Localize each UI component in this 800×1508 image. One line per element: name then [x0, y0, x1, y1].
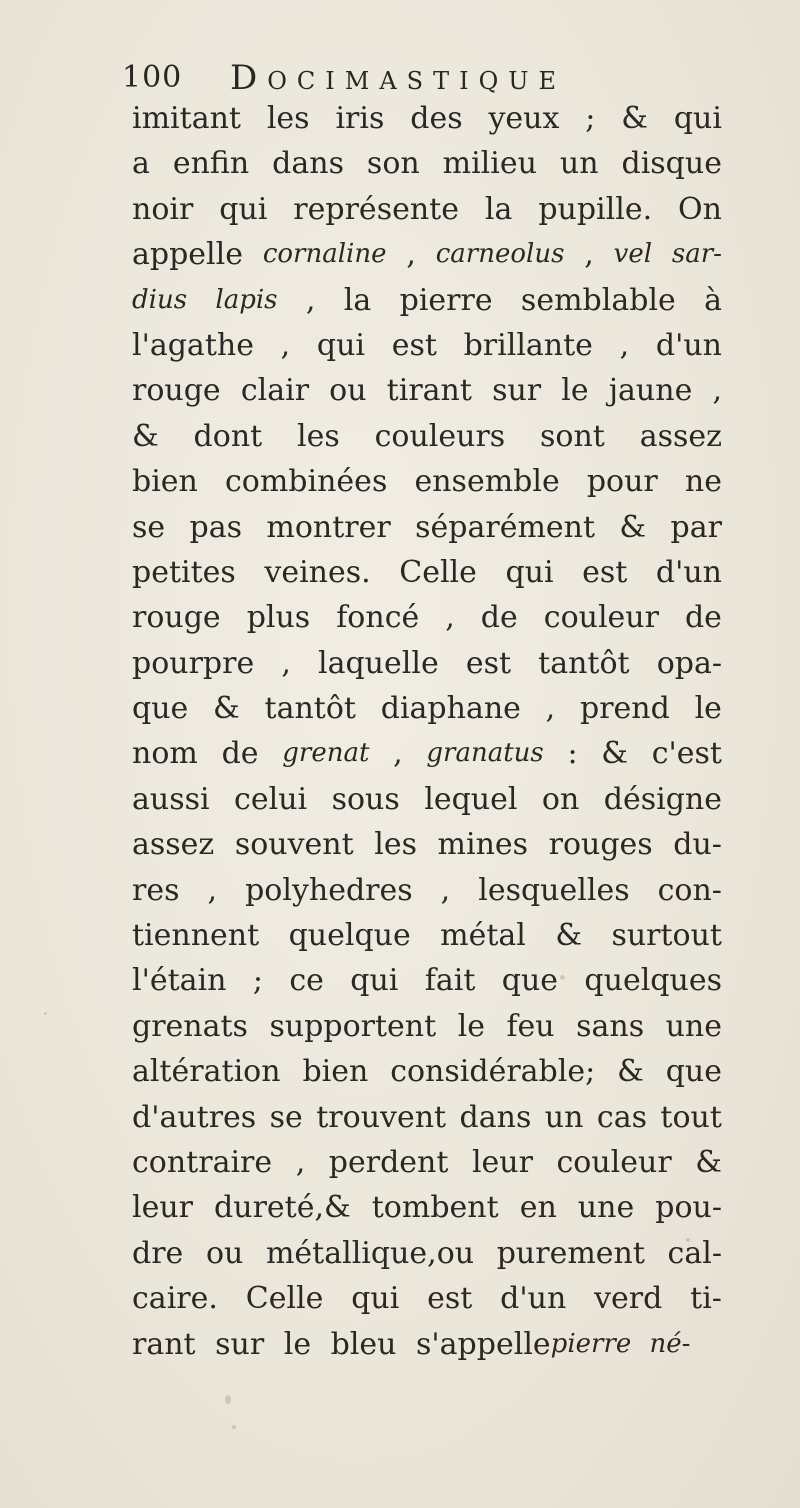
text-segment-word: l'agathe	[132, 327, 254, 363]
text-line	[132, 777, 722, 822]
text-segment-word: sous	[331, 781, 400, 817]
text-segment-word: enfin	[172, 146, 250, 182]
text-segment-word: &	[601, 736, 629, 772]
text-line	[132, 1004, 722, 1049]
text-segment-word: qui	[316, 327, 365, 363]
text-segment-word: dre	[132, 1235, 184, 1271]
text-segment-word: dans	[459, 1099, 532, 1135]
text-segment-word: ou	[329, 373, 367, 409]
text-segment-word: quelques	[584, 963, 722, 999]
text-segment-word: bien	[302, 1054, 369, 1090]
text-segment-word: est	[465, 645, 512, 681]
text-segment-word: yeux	[488, 101, 560, 136]
text-segment-word: tantôt	[538, 645, 630, 681]
paper-speck	[44, 1012, 47, 1015]
text-segment-word: les	[266, 101, 310, 136]
body-text	[132, 96, 722, 1367]
text-segment-word: pupille.	[538, 191, 653, 227]
text-segment-word: que	[665, 1054, 722, 1090]
text-segment-word: souvent	[234, 827, 354, 863]
text-line	[132, 822, 722, 867]
text-segment-word: &	[555, 918, 583, 954]
text-segment-word: ,	[207, 872, 218, 908]
text-line	[132, 913, 722, 958]
text-segment-word: surtout	[611, 918, 722, 954]
text-segment-word: ,	[619, 327, 630, 363]
text-segment-word: qui	[673, 101, 722, 136]
text-segment-word: pourpre	[132, 645, 255, 681]
text-segment-word: de	[480, 600, 518, 636]
text-line	[132, 1095, 722, 1140]
text-segment-word: Celle	[399, 554, 477, 590]
text-segment-word: dont	[193, 418, 263, 454]
text-segment-word: d'un	[655, 554, 722, 590]
text-segment-word: montrer	[266, 509, 391, 545]
text-segment-word: séparément	[415, 509, 596, 545]
text-segment-word: ;	[585, 101, 596, 136]
text-segment-word: ,	[712, 373, 722, 409]
text-line	[132, 1049, 722, 1094]
text-segment-word: aussi	[132, 781, 210, 817]
text-segment-word: plus	[246, 600, 311, 636]
text-segment-word: le	[561, 373, 589, 409]
text-segment-word: prend	[579, 691, 670, 727]
text-segment-word: du-	[673, 827, 722, 863]
text-segment-word: petites	[132, 554, 236, 590]
text-segment-word: tiennent	[132, 918, 260, 954]
text-segment-word: supportent	[269, 1008, 437, 1044]
italic-term: granatus	[426, 738, 544, 769]
text-segment-word: cal-	[667, 1235, 722, 1271]
text-segment-word: verd	[594, 1281, 663, 1317]
text-segment-word: ensemble	[414, 464, 560, 500]
text-segment-word: ,	[440, 872, 451, 908]
text-segment-word: ,	[445, 600, 455, 636]
text-segment-word: &	[617, 1054, 644, 1090]
text-segment: appelle	[132, 237, 243, 273]
text-segment: ,	[406, 237, 416, 273]
text-line	[132, 96, 722, 141]
text-segment-word: ou	[205, 1235, 244, 1271]
text-segment-word: trouvent	[316, 1099, 447, 1135]
text-segment-word: foncé	[336, 600, 420, 636]
italic-term: cornaline	[262, 239, 387, 270]
text-segment-word: Celle	[245, 1281, 324, 1317]
text-segment-word: leur	[132, 1190, 194, 1226]
text-segment-word: de	[221, 736, 259, 772]
text-line	[132, 550, 722, 595]
text-segment-word: disque	[621, 146, 722, 182]
text-line	[132, 731, 722, 776]
text-segment-word: des	[410, 101, 463, 136]
text-line	[132, 868, 722, 913]
text-segment-word: mines	[437, 827, 529, 863]
text-segment-word: combinées	[225, 464, 388, 500]
text-segment-word: a	[132, 146, 150, 182]
italic-term-word: vel	[613, 239, 653, 270]
text-segment-word: se	[132, 509, 166, 545]
text-segment-word: de	[684, 600, 722, 636]
text-segment-word: quelque	[288, 918, 411, 954]
text-segment-word: &	[695, 1144, 722, 1180]
text-segment-word: un	[559, 146, 599, 182]
text-segment-word: rouges	[548, 827, 653, 863]
text-segment-word: celui	[234, 781, 308, 817]
italic-term-word: dius	[132, 284, 188, 315]
paper-speck	[560, 975, 565, 980]
text-segment-word: considérable;	[390, 1054, 596, 1090]
text-segment-word: con-	[657, 872, 722, 908]
text-segment-word: ,	[545, 691, 556, 727]
text-segment-word: rouge	[132, 373, 221, 409]
paper-speck	[232, 1425, 236, 1429]
text-segment-word: contraire	[132, 1144, 273, 1180]
text-segment: ,	[393, 736, 403, 772]
text-line	[132, 323, 722, 368]
text-segment-word: brillante	[463, 327, 593, 363]
text-segment-word: ;	[252, 963, 263, 999]
text-line	[132, 187, 722, 232]
text-segment-word: feu	[506, 1008, 555, 1044]
text-segment-word: métallique,ou	[265, 1235, 475, 1271]
text-segment-word: noir	[132, 191, 194, 227]
text-segment-word: sont	[540, 418, 605, 454]
text-segment-word: diaphane	[380, 691, 521, 727]
text-segment-word: est	[427, 1281, 473, 1317]
italic-term-word: sar-	[671, 239, 722, 270]
text-segment-word: clair	[240, 373, 310, 409]
text-segment-word: une	[577, 1190, 635, 1226]
text-segment-word: la	[484, 191, 513, 227]
text-segment-word: pou-	[655, 1190, 722, 1226]
text-segment-word: caire.	[132, 1281, 218, 1317]
text-segment-word: tombent	[371, 1190, 499, 1226]
text-segment-word: altération	[132, 1054, 281, 1090]
text-segment-word: ,	[295, 1144, 306, 1180]
text-segment-word: pierre	[399, 282, 493, 318]
text-line	[132, 641, 722, 686]
text-segment-word: &	[213, 691, 240, 727]
text-segment-word: bien	[132, 464, 198, 500]
text-segment-word: assez	[132, 827, 215, 863]
text-segment-word: ne	[684, 464, 722, 500]
text-segment-word: laquelle	[318, 645, 439, 681]
text-segment-word: tout	[660, 1099, 722, 1135]
text-segment-word: une	[665, 1008, 722, 1044]
text-segment-word: le	[694, 691, 722, 727]
text-segment-word: on	[541, 781, 580, 817]
text-segment-word: c'est	[651, 736, 722, 772]
text-line	[132, 686, 722, 731]
text-segment-word: &	[619, 509, 647, 545]
text-line	[132, 1140, 722, 1185]
text-segment-word: fait	[424, 963, 476, 999]
text-segment-word: &	[132, 418, 159, 454]
text-segment-word: assez	[639, 418, 722, 454]
text-segment-word: l'étain	[132, 963, 227, 999]
text-segment-word: que	[132, 691, 189, 727]
text-segment-word: ce	[289, 963, 324, 999]
text-segment-word: &	[621, 101, 648, 136]
text-segment-word: pour	[586, 464, 658, 500]
text-segment-word: est	[391, 327, 437, 363]
text-segment-word: perdent	[328, 1144, 449, 1180]
text-segment-word: couleur	[543, 600, 659, 636]
text-segment-word: d'autres	[132, 1099, 257, 1135]
text-line	[132, 414, 722, 459]
text-line	[132, 1276, 722, 1321]
text-segment-word: couleurs	[374, 418, 506, 454]
text-line	[132, 232, 722, 277]
text-segment-word: qui	[350, 963, 399, 999]
text-segment-word: qui	[351, 1281, 400, 1317]
text-segment-word: grenats	[132, 1008, 248, 1044]
text-segment-word: rouge	[132, 600, 221, 636]
text-line	[132, 141, 722, 186]
text-segment-word: par	[670, 509, 722, 545]
text-segment-word: métal	[440, 918, 526, 954]
text-line	[132, 595, 722, 640]
text-segment: ,	[584, 237, 594, 273]
text-segment-word: iris	[335, 101, 385, 136]
text-segment-word: ,	[305, 282, 316, 318]
text-segment: rant sur le bleu s'appelle	[132, 1326, 551, 1362]
paper-speck	[225, 1395, 231, 1404]
text-segment-word: d'un	[655, 327, 722, 363]
text-segment-word: tantôt	[264, 691, 356, 727]
text-segment-word: dans	[272, 146, 344, 182]
text-segment-word: à	[704, 282, 722, 318]
text-segment-word: lequel	[424, 781, 518, 817]
text-segment-word: désigne	[603, 781, 722, 817]
text-segment-word: nom	[132, 736, 198, 772]
text-line	[132, 1231, 722, 1276]
text-line	[132, 1322, 722, 1367]
text-segment-word: purement	[496, 1235, 645, 1271]
text-segment-word: lesquelles	[478, 872, 630, 908]
text-segment-word: jaune	[608, 373, 693, 409]
text-segment-word: On	[678, 191, 722, 227]
text-segment-word: son	[366, 146, 420, 182]
text-segment-word: en	[519, 1190, 557, 1226]
text-segment-word: polyhedres	[245, 872, 413, 908]
text-line	[132, 278, 722, 323]
text-line	[132, 958, 722, 1003]
text-line	[132, 368, 722, 413]
text-segment-word: tirant	[386, 373, 472, 409]
text-segment-word: leur	[471, 1144, 533, 1180]
text-segment-word: sans	[576, 1008, 645, 1044]
text-segment-word: se	[269, 1099, 303, 1135]
text-segment-word: le	[457, 1008, 485, 1044]
text-segment-word: veines.	[264, 554, 371, 590]
running-head: Docimastique	[230, 58, 567, 98]
text-segment-word: ,	[280, 327, 291, 363]
text-segment-word: ti-	[690, 1281, 722, 1317]
text-segment-word: les	[297, 418, 340, 454]
text-segment-word: est	[582, 554, 628, 590]
text-segment-word: res	[132, 872, 180, 908]
text-segment-word: qui	[505, 554, 554, 590]
text-segment-word: qui	[219, 191, 268, 227]
text-segment-word: dureté,&	[214, 1190, 351, 1226]
text-segment-word: ,	[281, 645, 291, 681]
text-segment-word: la	[343, 282, 372, 318]
text-segment-word: d'un	[500, 1281, 567, 1317]
italic-term: carneolus	[435, 239, 565, 270]
text-line	[132, 505, 722, 550]
text-segment-word: que	[501, 963, 559, 999]
text-line	[132, 459, 722, 504]
text-segment-word: :	[567, 736, 578, 772]
italic-term: pierre né-	[550, 1328, 691, 1359]
text-segment-word: couleur	[556, 1144, 672, 1180]
text-line	[132, 1185, 722, 1230]
text-segment-word: pas	[189, 509, 243, 545]
text-segment-word: les	[374, 827, 417, 863]
text-segment-word: représente	[293, 191, 459, 227]
text-segment-word: cas	[596, 1099, 647, 1135]
text-segment-word: sur	[492, 373, 542, 409]
text-segment-word: imitant	[132, 101, 241, 136]
text-segment-word: semblable	[520, 282, 676, 318]
text-segment-word: un	[544, 1099, 584, 1135]
paper-speck	[686, 1238, 690, 1242]
text-segment-word: opa-	[656, 645, 722, 681]
italic-term: grenat	[282, 738, 370, 769]
page-number: 100	[122, 60, 183, 95]
italic-term-word: lapis	[215, 284, 278, 315]
text-segment-word: milieu	[442, 146, 537, 182]
